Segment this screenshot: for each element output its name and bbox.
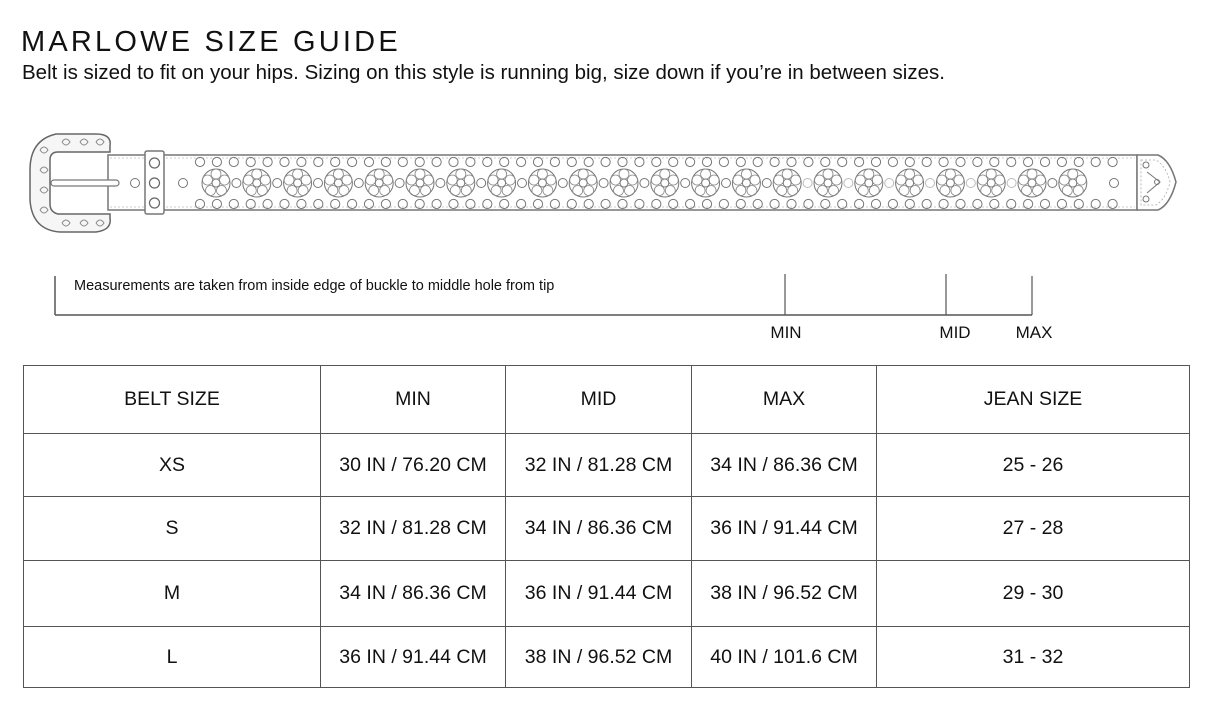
header-mid: MID: [506, 366, 692, 434]
table-row: [24, 434, 1190, 497]
page-subtitle: Belt is sized to fit on your hips. Sizing on this style is running big, size down if you’re in between sizes.: [22, 61, 945, 84]
size-table: [23, 365, 1189, 687]
cell-mid: 36 IN / 91.44 CM: [506, 561, 692, 627]
header-belt-size: BELT SIZE: [24, 366, 321, 434]
header-min: MIN: [321, 366, 506, 434]
cell-belt-size: L: [24, 627, 321, 688]
cell-min: 32 IN / 81.28 CM: [321, 497, 506, 561]
table-header-row: [24, 366, 1190, 434]
cell-max: 38 IN / 96.52 CM: [692, 561, 877, 627]
cell-belt-size: XS: [24, 434, 321, 497]
cell-min: 34 IN / 86.36 CM: [321, 561, 506, 627]
cell-jean-size: 27 - 28: [877, 497, 1190, 561]
table-row: [24, 497, 1190, 561]
marker-label-max: MAX: [1015, 323, 1053, 342]
cell-jean-size: 29 - 30: [877, 561, 1190, 627]
cell-max: 40 IN / 101.6 CM: [692, 627, 877, 688]
measurement-note: Measurements are taken from inside edge of buckle to middle hole from tip: [74, 278, 555, 294]
cell-min: 36 IN / 91.44 CM: [321, 627, 506, 688]
marker-label-mid: MID: [939, 323, 971, 342]
cell-min: 30 IN / 76.20 CM: [321, 434, 506, 497]
header-max: MAX: [692, 366, 877, 434]
cell-max: 36 IN / 91.44 CM: [692, 497, 877, 561]
belt-buckle: [30, 134, 119, 232]
page-title: MARLOWE SIZE GUIDE: [21, 26, 401, 58]
cell-belt-size: M: [24, 561, 321, 627]
cell-mid: 34 IN / 86.36 CM: [506, 497, 692, 561]
header-jean-size: JEAN SIZE: [877, 366, 1190, 434]
cell-mid: 38 IN / 96.52 CM: [506, 627, 692, 688]
belt-tip: [1137, 155, 1176, 210]
table-row: [24, 561, 1190, 627]
table-row: [24, 627, 1190, 688]
cell-jean-size: 31 - 32: [877, 627, 1190, 688]
marker-label-min: MIN: [770, 323, 802, 342]
belt-illustration: [0, 120, 1226, 250]
cell-belt-size: S: [24, 497, 321, 561]
cell-max: 34 IN / 86.36 CM: [692, 434, 877, 497]
cell-mid: 32 IN / 81.28 CM: [506, 434, 692, 497]
cell-jean-size: 25 - 26: [877, 434, 1190, 497]
